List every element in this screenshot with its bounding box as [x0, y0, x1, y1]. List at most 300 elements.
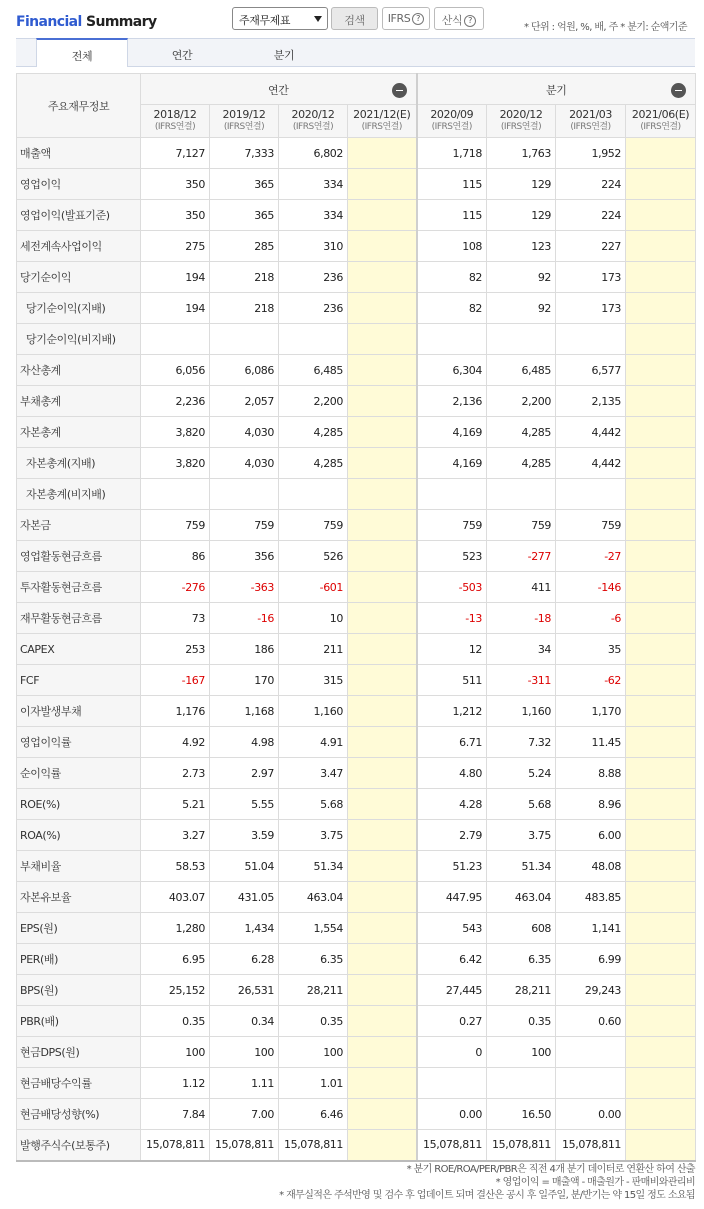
table-cell: 194: [141, 293, 210, 324]
table-cell: 253: [141, 634, 210, 665]
column-standard: (IFRS연결): [292, 122, 334, 132]
table-cell: [348, 696, 417, 727]
row-label: 영업이익(발표기준): [17, 200, 141, 231]
table-cell: 483.85: [556, 882, 626, 913]
table-row: [17, 262, 696, 293]
table-cell: 51.34: [279, 851, 348, 882]
table-cell: [210, 479, 279, 510]
column-standard: (IFRS연결): [223, 122, 265, 132]
table-row: [17, 789, 696, 820]
table-cell: [417, 479, 487, 510]
table-cell: 25,152: [141, 975, 210, 1006]
footnote: * 영업이익 = 매출액 - 매출원가 - 판매비와관리비: [495, 1177, 695, 1188]
table-cell: 6,056: [141, 355, 210, 386]
table-cell: 5.21: [141, 789, 210, 820]
table-row: [17, 975, 696, 1006]
table-cell: [348, 1099, 417, 1130]
table-cell: 1,212: [417, 696, 487, 727]
table-cell: 7,127: [141, 138, 210, 169]
row-label: 당기순이익(지배): [17, 293, 141, 324]
table-cell: 3.59: [210, 820, 279, 851]
table-cell: 16.50: [487, 1099, 556, 1130]
table-row: [17, 1037, 696, 1068]
table-cell: 115: [417, 169, 487, 200]
collapse-annual-icon[interactable]: [392, 83, 407, 98]
table-cell: 7,333: [210, 138, 279, 169]
table-cell: 51.34: [487, 851, 556, 882]
table-cell: [626, 1068, 696, 1099]
table-cell: 2,057: [210, 386, 279, 417]
column-period: 2018/12: [153, 108, 197, 121]
table-cell: [348, 386, 417, 417]
table-cell: 4.92: [141, 727, 210, 758]
table-cell: [626, 820, 696, 851]
table-row: [17, 820, 696, 851]
table-cell: 356: [210, 541, 279, 572]
table-cell: 4,442: [556, 417, 626, 448]
table-cell: [626, 851, 696, 882]
table-row: [17, 603, 696, 634]
table-cell: [626, 355, 696, 386]
table-row: [17, 944, 696, 975]
table-cell: [348, 1006, 417, 1037]
table-cell: 310: [279, 231, 348, 262]
table-cell: 4.28: [417, 789, 487, 820]
table-cell: [348, 541, 417, 572]
column-standard: (IFRS연결): [640, 122, 681, 132]
table-cell: [348, 169, 417, 200]
table-cell: 211: [279, 634, 348, 665]
table-cell: -363: [210, 572, 279, 603]
row-label: EPS(원): [17, 913, 141, 944]
collapse-quarterly-icon[interactable]: [671, 83, 686, 98]
table-cell: 82: [417, 262, 487, 293]
table-cell: 8.88: [556, 758, 626, 789]
footnotes: [279, 1163, 695, 1202]
table-cell: 4,285: [487, 417, 556, 448]
table-cell: [487, 479, 556, 510]
table-cell: [556, 324, 626, 355]
table-row: [17, 138, 696, 169]
table-cell: 100: [210, 1037, 279, 1068]
table-cell: 1,168: [210, 696, 279, 727]
table-cell: 759: [141, 510, 210, 541]
ifrs-help-button[interactable]: [382, 7, 430, 30]
table-cell: [626, 169, 696, 200]
row-label: 순이익률: [17, 758, 141, 789]
row-label: BPS(원): [17, 975, 141, 1006]
table-cell: 285: [210, 231, 279, 262]
table-cell: 15,078,811: [141, 1130, 210, 1161]
table-cell: [626, 634, 696, 665]
table-cell: [626, 944, 696, 975]
table-cell: 6,577: [556, 355, 626, 386]
table-cell: 6,485: [279, 355, 348, 386]
table-cell: [348, 913, 417, 944]
table-row: [17, 200, 696, 231]
table-cell: [626, 1099, 696, 1130]
table-cell: [348, 293, 417, 324]
statement-type-value: 주재무제표: [239, 14, 291, 27]
table-row: [17, 1006, 696, 1037]
table-cell: 51.23: [417, 851, 487, 882]
table-cell: [556, 479, 626, 510]
table-row: [17, 355, 696, 386]
table-cell: [626, 324, 696, 355]
table-cell: [348, 572, 417, 603]
row-label: 매출액: [17, 138, 141, 169]
table-cell: -27: [556, 541, 626, 572]
table-cell: 6.42: [417, 944, 487, 975]
table-cell: [626, 293, 696, 324]
table-cell: 173: [556, 293, 626, 324]
table-cell: 6.00: [556, 820, 626, 851]
table-cell: 0.35: [487, 1006, 556, 1037]
table-cell: [348, 1037, 417, 1068]
table-cell: 4,285: [279, 417, 348, 448]
table-cell: 15,078,811: [417, 1130, 487, 1161]
table-cell: -276: [141, 572, 210, 603]
table-cell: -6: [556, 603, 626, 634]
row-label: 자본총계(비지배): [17, 479, 141, 510]
group-header-annual: 연간: [141, 74, 417, 105]
table-cell: 0.35: [279, 1006, 348, 1037]
row-label: 영업이익: [17, 169, 141, 200]
table-row: [17, 169, 696, 200]
table-cell: 463.04: [487, 882, 556, 913]
formula-help-button[interactable]: [434, 7, 484, 30]
column-period: 2020/12: [291, 108, 335, 121]
table-cell: [626, 138, 696, 169]
table-cell: [626, 262, 696, 293]
table-cell: 108: [417, 231, 487, 262]
row-header-label: 주요재무정보: [17, 74, 141, 138]
table-cell: 1,763: [487, 138, 556, 169]
column-standard: (IFRS연결): [431, 122, 472, 132]
table-cell: [626, 975, 696, 1006]
table-cell: 123: [487, 231, 556, 262]
row-label: 부채총계: [17, 386, 141, 417]
table-cell: 6,304: [417, 355, 487, 386]
table-cell: 1,170: [556, 696, 626, 727]
table-cell: [348, 1130, 417, 1161]
table-cell: 1,176: [141, 696, 210, 727]
table-cell: 4,030: [210, 448, 279, 479]
table-cell: 365: [210, 200, 279, 231]
tab-annual[interactable]: 연간: [171, 49, 193, 62]
table-row: [17, 448, 696, 479]
table-cell: 4.91: [279, 727, 348, 758]
table-cell: 227: [556, 231, 626, 262]
table-row: [17, 727, 696, 758]
table-row: [17, 386, 696, 417]
column-header: [417, 105, 487, 138]
table-cell: 334: [279, 169, 348, 200]
table-cell: 4,030: [210, 417, 279, 448]
table-cell: -167: [141, 665, 210, 696]
table-cell: [626, 479, 696, 510]
row-label: PER(배): [17, 944, 141, 975]
table-cell: [348, 789, 417, 820]
table-cell: [348, 1068, 417, 1099]
table-cell: 526: [279, 541, 348, 572]
table-cell: 5.55: [210, 789, 279, 820]
period-tabs: [16, 38, 695, 67]
table-cell: 2,200: [487, 386, 556, 417]
table-cell: 12: [417, 634, 487, 665]
table-cell: 58.53: [141, 851, 210, 882]
table-cell: 170: [210, 665, 279, 696]
table-cell: 511: [417, 665, 487, 696]
table-cell: [417, 1068, 487, 1099]
table-cell: 431.05: [210, 882, 279, 913]
table-cell: 4.80: [417, 758, 487, 789]
table-cell: 92: [487, 293, 556, 324]
table-cell: 350: [141, 200, 210, 231]
table-cell: [141, 479, 210, 510]
column-period: 2019/12: [222, 108, 266, 121]
table-cell: [348, 820, 417, 851]
question-icon: ?: [464, 15, 476, 27]
table-cell: 11.45: [556, 727, 626, 758]
table-cell: 15,078,811: [487, 1130, 556, 1161]
table-cell: 224: [556, 200, 626, 231]
table-cell: -146: [556, 572, 626, 603]
table-cell: 115: [417, 200, 487, 231]
table-cell: 51.04: [210, 851, 279, 882]
table-cell: 29,243: [556, 975, 626, 1006]
tab-quarterly[interactable]: 분기: [273, 49, 295, 62]
column-header: [487, 105, 556, 138]
column-period: 2020/09: [430, 108, 474, 121]
table-cell: 7.32: [487, 727, 556, 758]
top-bar: [0, 0, 704, 38]
table-cell: 3,820: [141, 448, 210, 479]
table-cell: [556, 1037, 626, 1068]
table-cell: [279, 324, 348, 355]
table-cell: 5.24: [487, 758, 556, 789]
table-row: [17, 479, 696, 510]
table-cell: 1,952: [556, 138, 626, 169]
table-cell: [348, 944, 417, 975]
table-cell: 7.84: [141, 1099, 210, 1130]
table-cell: [626, 231, 696, 262]
table-cell: 0.34: [210, 1006, 279, 1037]
table-cell: 365: [210, 169, 279, 200]
table-cell: [626, 882, 696, 913]
table-row: [17, 696, 696, 727]
table-row: [17, 324, 696, 355]
table-cell: 6.35: [487, 944, 556, 975]
table-cell: 759: [279, 510, 348, 541]
group-header-quarterly: 분기: [417, 74, 696, 105]
table-row: [17, 665, 696, 696]
table-cell: 759: [556, 510, 626, 541]
column-period: 2021/06(E): [631, 108, 690, 121]
table-cell: [626, 603, 696, 634]
table-cell: 100: [141, 1037, 210, 1068]
column-header: [141, 105, 210, 138]
table-cell: 92: [487, 262, 556, 293]
table-row: [17, 758, 696, 789]
table-cell: 0: [417, 1037, 487, 1068]
row-label: 투자활동현금흐름: [17, 572, 141, 603]
table-cell: 350: [141, 169, 210, 200]
column-header: [210, 105, 279, 138]
table-cell: 2,135: [556, 386, 626, 417]
table-cell: -601: [279, 572, 348, 603]
tab-all[interactable]: 전체: [36, 38, 128, 67]
column-standard: (IFRS연결): [361, 122, 402, 132]
table-cell: [626, 541, 696, 572]
table-cell: [626, 913, 696, 944]
table-cell: -503: [417, 572, 487, 603]
table-cell: 463.04: [279, 882, 348, 913]
table-cell: [279, 479, 348, 510]
column-header: [556, 105, 626, 138]
question-icon: ?: [412, 13, 424, 25]
table-cell: 4,285: [279, 448, 348, 479]
table-cell: 34: [487, 634, 556, 665]
page-title: Financial Summary: [16, 14, 157, 30]
table-cell: -18: [487, 603, 556, 634]
table-cell: 4,169: [417, 448, 487, 479]
row-label: 자본총계: [17, 417, 141, 448]
table-row: [17, 231, 696, 262]
table-cell: [348, 417, 417, 448]
table-cell: 1,280: [141, 913, 210, 944]
table-cell: 194: [141, 262, 210, 293]
table-cell: 236: [279, 262, 348, 293]
table-cell: 0.27: [417, 1006, 487, 1037]
row-label: ROE(%): [17, 789, 141, 820]
table-cell: 1.11: [210, 1068, 279, 1099]
table-cell: 6.71: [417, 727, 487, 758]
table-cell: 4,169: [417, 417, 487, 448]
table-cell: 0.00: [556, 1099, 626, 1130]
table-row: [17, 541, 696, 572]
table-cell: 4,442: [556, 448, 626, 479]
table-cell: 15,078,811: [279, 1130, 348, 1161]
search-button[interactable]: 검색: [331, 7, 378, 30]
table-row: [17, 510, 696, 541]
table-cell: [348, 634, 417, 665]
column-standard: (IFRS연결): [154, 122, 196, 132]
table-cell: -311: [487, 665, 556, 696]
table-cell: [556, 1068, 626, 1099]
table-cell: 6,802: [279, 138, 348, 169]
table-row: [17, 1068, 696, 1099]
table-cell: 15,078,811: [210, 1130, 279, 1161]
table-cell: 315: [279, 665, 348, 696]
table-cell: 759: [210, 510, 279, 541]
table-cell: 28,211: [279, 975, 348, 1006]
table-cell: -16: [210, 603, 279, 634]
table-cell: 2,136: [417, 386, 487, 417]
table-cell: 759: [487, 510, 556, 541]
chevron-down-icon: [314, 16, 322, 22]
table-cell: 334: [279, 200, 348, 231]
table-cell: [626, 386, 696, 417]
table-cell: [348, 448, 417, 479]
column-period: 2021/12(E): [353, 108, 411, 121]
table-cell: 26,531: [210, 975, 279, 1006]
table-cell: [626, 727, 696, 758]
ifrs-label: IFRS: [387, 12, 411, 25]
table-cell: 2.97: [210, 758, 279, 789]
table-cell: 6.99: [556, 944, 626, 975]
table-cell: [626, 789, 696, 820]
table-cell: [210, 324, 279, 355]
table-cell: 3.75: [487, 820, 556, 851]
table-cell: 411: [487, 572, 556, 603]
table-cell: 10: [279, 603, 348, 634]
row-label: 재무활동현금흐름: [17, 603, 141, 634]
row-label: 자본총계(지배): [17, 448, 141, 479]
table-cell: 218: [210, 262, 279, 293]
table-cell: 1.12: [141, 1068, 210, 1099]
table-cell: 27,445: [417, 975, 487, 1006]
row-label: CAPEX: [17, 634, 141, 665]
row-label: 이자발생부채: [17, 696, 141, 727]
table-cell: 1,160: [279, 696, 348, 727]
table-cell: 759: [417, 510, 487, 541]
table-cell: 275: [141, 231, 210, 262]
table-cell: 6,086: [210, 355, 279, 386]
unit-note: * 단위 : 억원, %, 배, 주 * 분기: 순액기준: [524, 22, 687, 33]
table-cell: 173: [556, 262, 626, 293]
table-cell: [348, 138, 417, 169]
row-label: 자본금: [17, 510, 141, 541]
table-cell: [348, 882, 417, 913]
table-cell: 4,285: [487, 448, 556, 479]
table-row: [17, 634, 696, 665]
table-cell: 224: [556, 169, 626, 200]
table-cell: [626, 1006, 696, 1037]
table-cell: 4.98: [210, 727, 279, 758]
column-header: [626, 105, 696, 138]
table-cell: [348, 727, 417, 758]
column-period: 2020/12: [499, 108, 543, 121]
row-label: 부채비율: [17, 851, 141, 882]
row-label: 당기순이익(비지배): [17, 324, 141, 355]
table-cell: 0.60: [556, 1006, 626, 1037]
table-cell: [626, 200, 696, 231]
table-cell: 1,141: [556, 913, 626, 944]
table-cell: [348, 479, 417, 510]
table-cell: 218: [210, 293, 279, 324]
row-label: 영업이익률: [17, 727, 141, 758]
statement-type-select[interactable]: [232, 7, 328, 30]
row-label: FCF: [17, 665, 141, 696]
table-cell: 1,718: [417, 138, 487, 169]
table-cell: 523: [417, 541, 487, 572]
table-cell: 543: [417, 913, 487, 944]
table-cell: [626, 572, 696, 603]
table-cell: 1,160: [487, 696, 556, 727]
table-cell: [348, 324, 417, 355]
table-cell: 447.95: [417, 882, 487, 913]
table-cell: 2.73: [141, 758, 210, 789]
table-cell: [626, 448, 696, 479]
table-cell: [348, 262, 417, 293]
table-cell: -13: [417, 603, 487, 634]
column-standard: (IFRS연결): [500, 122, 542, 132]
financial-summary-table: [16, 73, 696, 1162]
table-cell: 8.96: [556, 789, 626, 820]
row-label: 현금배당수익률: [17, 1068, 141, 1099]
table-cell: [141, 324, 210, 355]
